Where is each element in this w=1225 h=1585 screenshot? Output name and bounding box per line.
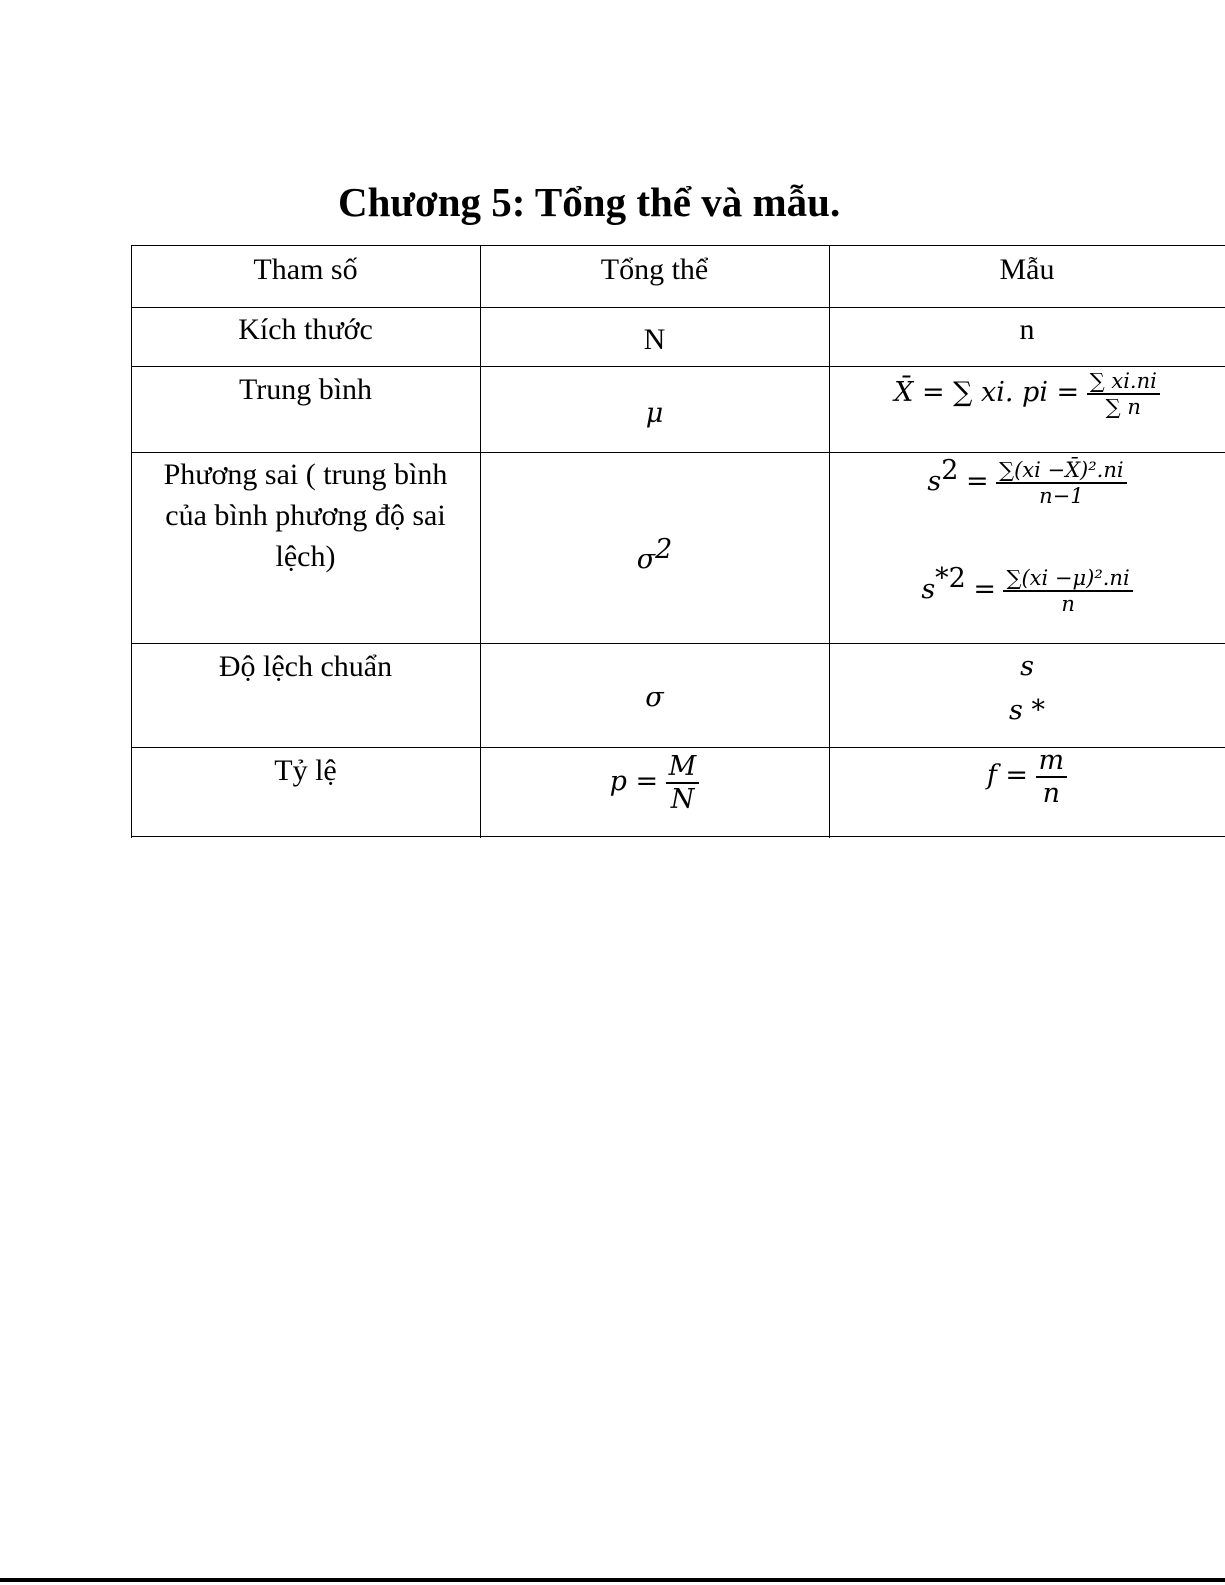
variance-label-line-2: của bình phương độ sai xyxy=(165,499,446,532)
row-divider xyxy=(131,452,1225,453)
mean-population: μ xyxy=(645,398,664,429)
size-sample: n xyxy=(1019,313,1035,346)
row-divider xyxy=(131,307,1225,308)
table-border xyxy=(131,245,1225,246)
proportion-label: Tỷ lệ xyxy=(274,754,337,787)
header-population: Tổng thể xyxy=(600,253,709,286)
proportion-sample-fraction xyxy=(1036,745,1068,809)
proportion-sample-formula xyxy=(829,745,1225,809)
header-sample: Mẫu xyxy=(999,253,1055,286)
size-population: N xyxy=(643,323,666,356)
variance-sample-s2 xyxy=(829,455,1225,508)
s-star2-exp: *2 xyxy=(935,563,966,594)
s-star2-denominator: n xyxy=(1061,592,1075,617)
proportion-population-denominator: N xyxy=(670,784,695,815)
size-label: Kích thước xyxy=(238,313,373,346)
std-dev-sample-s-star: s * xyxy=(1009,695,1045,726)
s2-exp: 2 xyxy=(941,455,959,486)
mean-label: Trung bình xyxy=(238,373,373,406)
proportion-population-numerator: M xyxy=(666,751,700,784)
mean-sample-formula xyxy=(829,369,1225,419)
row-divider xyxy=(131,366,1225,367)
mean-sample-numerator: ∑ xi.ni xyxy=(1087,369,1160,395)
std-dev-label: Độ lệch chuẩn xyxy=(218,650,393,683)
variance-population xyxy=(480,529,829,580)
mean-sample-lhs: X̄ = ∑ xi. pi = xyxy=(894,376,1080,408)
variance-label-line-3: lệch) xyxy=(275,540,336,573)
s2-equals: = xyxy=(965,466,989,497)
header-param: Tham số xyxy=(253,253,358,286)
page-bottom-rule xyxy=(0,1578,1225,1582)
table-border xyxy=(131,836,1225,837)
s-star2-fraction xyxy=(1003,566,1132,616)
std-dev-sample-s: s xyxy=(1020,651,1034,682)
variance-label xyxy=(131,454,480,577)
variance-population-base: σ xyxy=(636,544,656,575)
s-star2-numerator: ∑(xi −μ)².ni xyxy=(1003,566,1132,592)
s2-denominator: n−1 xyxy=(1039,484,1084,509)
proportion-population-fraction xyxy=(666,751,700,815)
mean-sample-denominator: ∑ n xyxy=(1105,395,1141,419)
s2-base: s xyxy=(927,466,942,497)
proportion-population-formula xyxy=(480,751,829,815)
variance-sample-s-star2 xyxy=(829,563,1225,616)
row-divider xyxy=(131,643,1225,644)
page-title: Chương 5: Tổng thể và mẫu. xyxy=(338,179,841,225)
variance-label-line-1: Phương sai ( trung bình xyxy=(163,458,448,491)
s2-numerator: ∑(xi −X̄)².ni xyxy=(996,458,1127,484)
mean-sample-fraction xyxy=(1087,369,1160,419)
s-star2-base: s xyxy=(921,574,936,605)
variance-population-exp: 2 xyxy=(655,534,673,565)
parameters-table xyxy=(131,245,1225,838)
proportion-sample-lhs: f = xyxy=(986,759,1029,791)
s-star2-equals: = xyxy=(973,574,996,605)
std-dev-population: σ xyxy=(645,682,664,713)
proportion-sample-numerator: m xyxy=(1036,745,1068,778)
proportion-population-lhs: p = xyxy=(609,765,659,797)
s2-fraction xyxy=(996,458,1127,508)
proportion-sample-denominator: n xyxy=(1042,778,1061,809)
